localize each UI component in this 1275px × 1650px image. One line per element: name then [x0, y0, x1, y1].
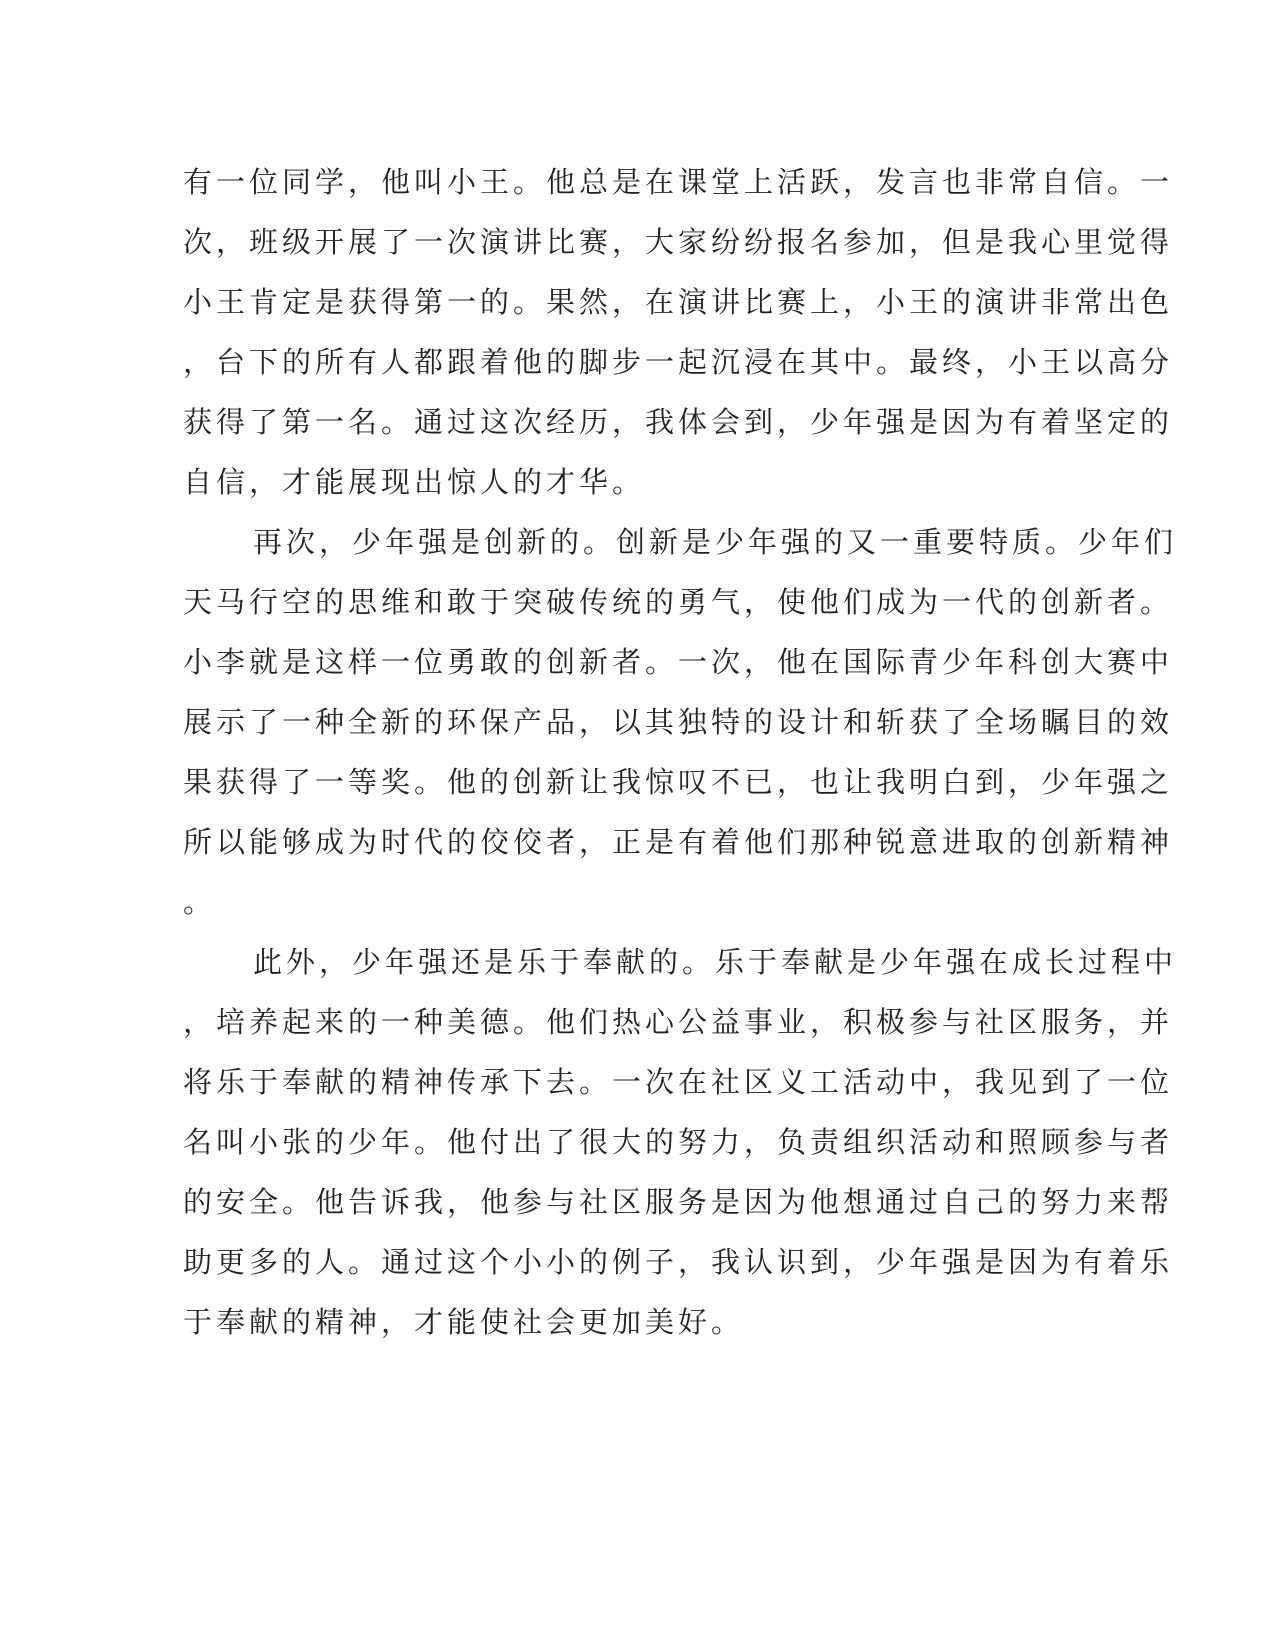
- text-line: 获得了第一名。通过这次经历，我体会到，少年强是因为有着坚定的: [183, 405, 1174, 439]
- text-line: 将乐于奉献的精神传承下去。一次在社区义工活动中，我见到了一位: [183, 1065, 1174, 1099]
- text-line: 果获得了一等奖。他的创新让我惊叹不已，也让我明白到，少年强之: [183, 765, 1174, 799]
- text-line: 有一位同学，他叫小王。他总是在课堂上活跃，发言也非常自信。一: [183, 165, 1174, 199]
- text-line: 的安全。他告诉我，他参与社区服务是因为他想通过自己的努力来帮: [183, 1185, 1174, 1219]
- text-line: 名叫小张的少年。他付出了很大的努力，负责组织活动和照顾参与者: [183, 1125, 1174, 1159]
- text-line: 天马行空的思维和敢于突破传统的勇气，使他们成为一代的创新者。: [183, 585, 1174, 619]
- paragraph-first-line: 再次，少年强是创新的。创新是少年强的又一重要特质。少年们: [253, 525, 1178, 559]
- text-line: 展示了一种全新的环保产品，以其独特的设计和斩获了全场瞩目的效: [183, 705, 1174, 739]
- text-line: 助更多的人。通过这个小小的例子，我认识到，少年强是因为有着乐: [183, 1245, 1174, 1279]
- text-line: 小王肯定是获得第一的。果然，在演讲比赛上，小王的演讲非常出色: [183, 285, 1174, 319]
- text-line: ，台下的所有人都跟着他的脚步一起沉浸在其中。最终，小王以高分: [183, 345, 1174, 379]
- text-line: 次，班级开展了一次演讲比赛，大家纷纷报名参加，但是我心里觉得: [183, 225, 1174, 259]
- paragraph-first-line: 此外，少年强还是乐于奉献的。乐于奉献是少年强在成长过程中: [253, 945, 1178, 979]
- text-line: 。: [183, 885, 217, 919]
- text-line: 于奉献的精神，才能使社会更加美好。: [183, 1305, 745, 1339]
- text-line: 所以能够成为时代的佼佼者，正是有着他们那种锐意进取的创新精神: [183, 825, 1174, 859]
- text-line: 小李就是这样一位勇敢的创新者。一次，他在国际青少年科创大赛中: [183, 645, 1174, 679]
- text-line: 自信，才能展现出惊人的才华。: [183, 465, 646, 499]
- text-line: ，培养起来的一种美德。他们热心公益事业，积极参与社区服务，并: [183, 1005, 1174, 1039]
- document-body: [183, 152, 1178, 1352]
